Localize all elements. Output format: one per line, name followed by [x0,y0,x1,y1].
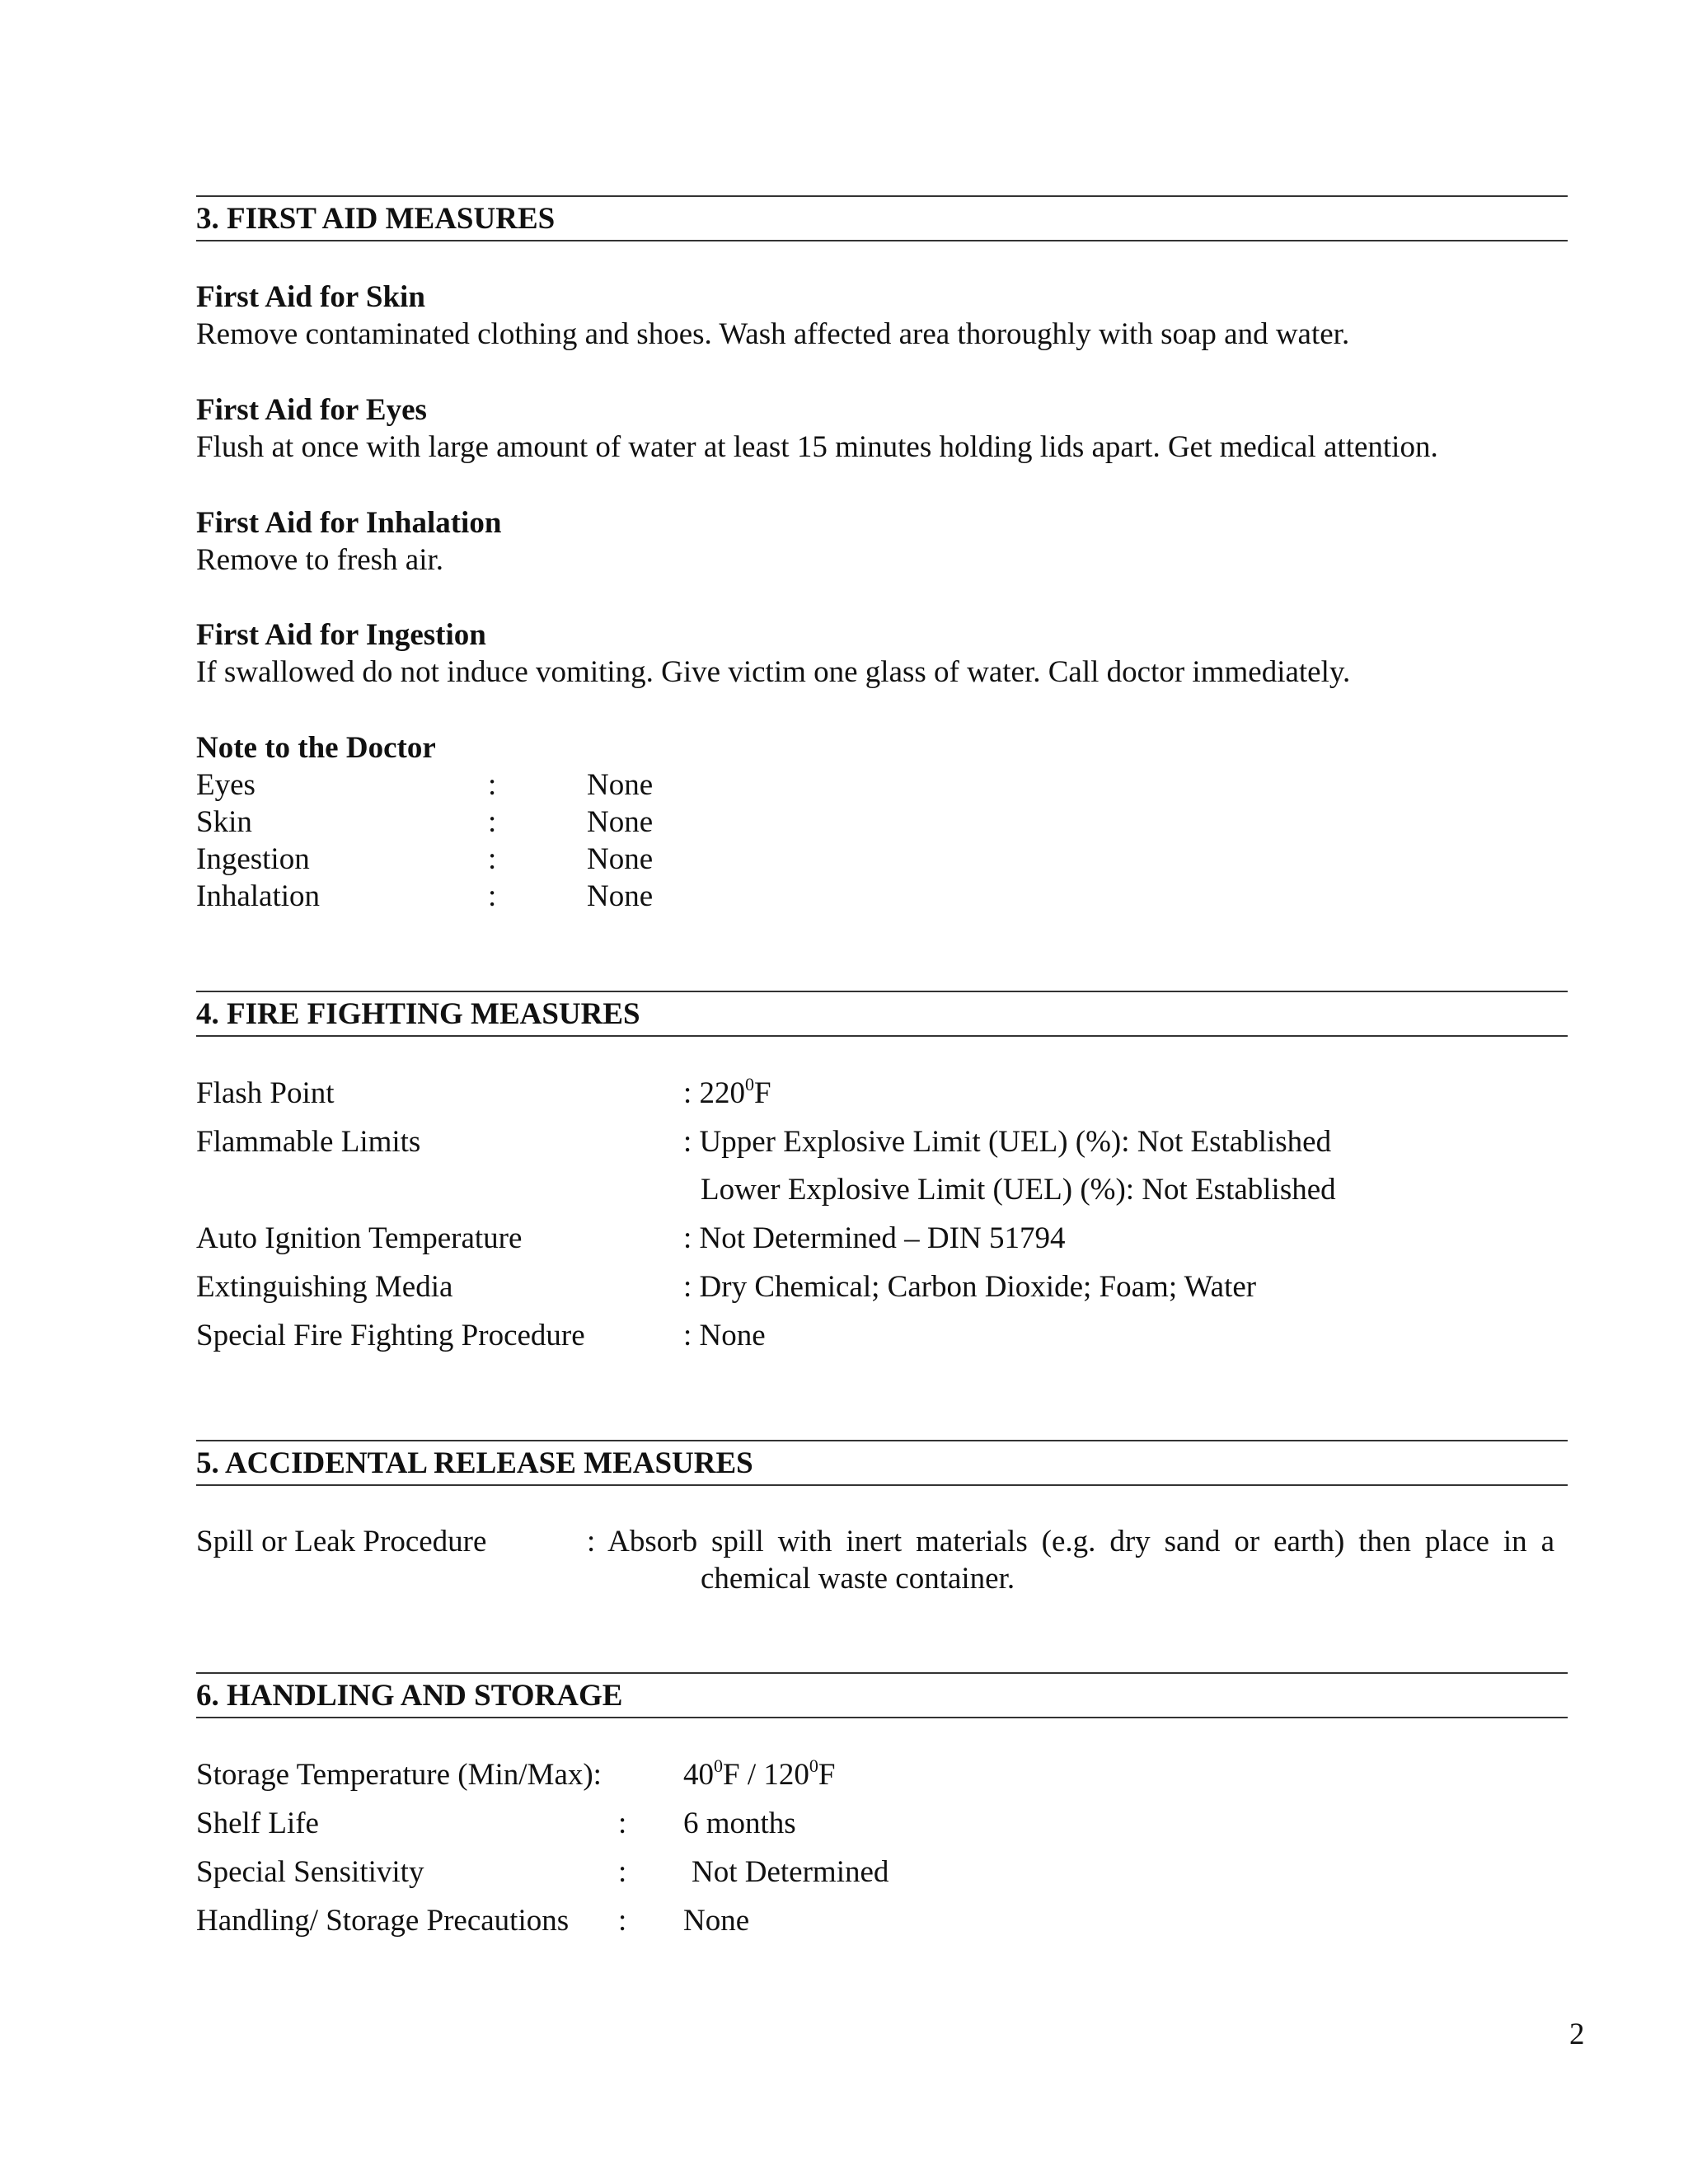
section-rule-top [196,1672,1568,1674]
first-aid-eyes-heading: First Aid for Eyes [196,393,427,427]
first-aid-inhalation-heading: First Aid for Inhalation [196,506,502,540]
section-5-title: 5. ACCIDENTAL RELEASE MEASURES [196,1446,753,1480]
first-aid-inhalation-text: Remove to fresh air. [196,543,444,577]
shelf-life-value: 6 months [683,1807,796,1840]
section-3-title: 3. FIRST AID MEASURES [196,202,556,236]
doctor-row-label: Eyes [196,768,256,802]
section-rule-bottom [196,1717,1568,1718]
section-rule-bottom [196,1484,1568,1486]
first-aid-ingestion-heading: First Aid for Ingestion [196,618,486,652]
doctor-row-sep: : [488,805,497,839]
doctor-row-value: None [587,805,654,839]
section-rule-top [196,991,1568,992]
doctor-row-value: None [587,768,654,802]
flammable-limits-upper: : Upper Explosive Limit (UEL) (%): Not Established [683,1125,1332,1159]
storage-temp-mid: F / 120 [723,1758,809,1792]
note-to-doctor-heading: Note to the Doctor [196,731,436,765]
spill-procedure-line-1: : Absorb spill with inert materials (e.g. dry sand or earth) then place in a [587,1525,1554,1558]
doctor-row-label: Ingestion [196,842,310,876]
shelf-life-label: Shelf Life [196,1807,319,1840]
handling-precautions-value: None [683,1904,750,1938]
first-aid-skin-text: Remove contaminated clothing and shoes. Wash affected area thoroughly with soap and water. [196,317,1350,351]
special-sensitivity-sep: : [618,1855,627,1889]
degree-superscript: 0 [714,1755,723,1776]
extinguishing-media-value: : Dry Chemical; Carbon Dioxide; Foam; Water [683,1270,1257,1304]
handling-precautions-label: Handling/ Storage Precautions [196,1904,570,1938]
doctor-row-label: Inhalation [196,879,321,913]
doctor-row-value: None [587,842,654,876]
special-sensitivity-label: Special Sensitivity [196,1855,424,1889]
degree-superscript: 0 [809,1755,818,1776]
flash-point-unit: F [754,1076,771,1110]
storage-temperature-label: Storage Temperature (Min/Max): [196,1758,602,1792]
first-aid-ingestion-text: If swallowed do not induce vomiting. Give victim one glass of water. Call doctor immediately. [196,655,1351,689]
handling-precautions-sep: : [618,1904,627,1938]
special-fire-procedure-label: Special Fire Fighting Procedure [196,1319,585,1352]
shelf-life-sep: : [618,1807,627,1840]
doctor-row-sep: : [488,879,497,913]
special-fire-procedure-value: : None [683,1319,766,1352]
first-aid-skin-heading: First Aid for Skin [196,280,425,314]
storage-temp-min: 40 [683,1758,714,1792]
storage-temperature-value [683,1756,835,1794]
auto-ignition-value: : Not Determined – DIN 51794 [683,1221,1066,1255]
extinguishing-media-label: Extinguishing Media [196,1270,453,1304]
flammable-limits-lower: Lower Explosive Limit (UEL) (%): Not Established [701,1173,1336,1207]
flash-point-value [683,1075,771,1113]
section-4-title: 4. FIRE FIGHTING MEASURES [196,997,640,1031]
first-aid-eyes-text: Flush at once with large amount of water at least 15 minutes holding lids apart. Get medical attention. [196,430,1438,464]
spill-procedure-label: Spill or Leak Procedure [196,1525,487,1558]
special-sensitivity-value: Not Determined [692,1855,889,1889]
doctor-row-sep: : [488,842,497,876]
page-number: 2 [1569,2018,1585,2051]
auto-ignition-label: Auto Ignition Temperature [196,1221,523,1255]
storage-temp-unit: F [818,1758,836,1792]
degree-superscript: 0 [745,1073,755,1094]
flash-point-label: Flash Point [196,1076,335,1110]
flash-point-number: : 220 [683,1076,746,1110]
section-rule-bottom [196,240,1568,241]
doctor-row-value: None [587,879,654,913]
section-6-title: 6. HANDLING AND STORAGE [196,1679,623,1713]
spill-procedure-line-2: chemical waste container. [701,1562,1015,1596]
doctor-row-sep: : [488,768,497,802]
flammable-limits-label: Flammable Limits [196,1125,421,1159]
section-rule-bottom [196,1035,1568,1037]
section-rule-top [196,1440,1568,1441]
doctor-row-label: Skin [196,805,252,839]
section-rule-top [196,195,1568,197]
